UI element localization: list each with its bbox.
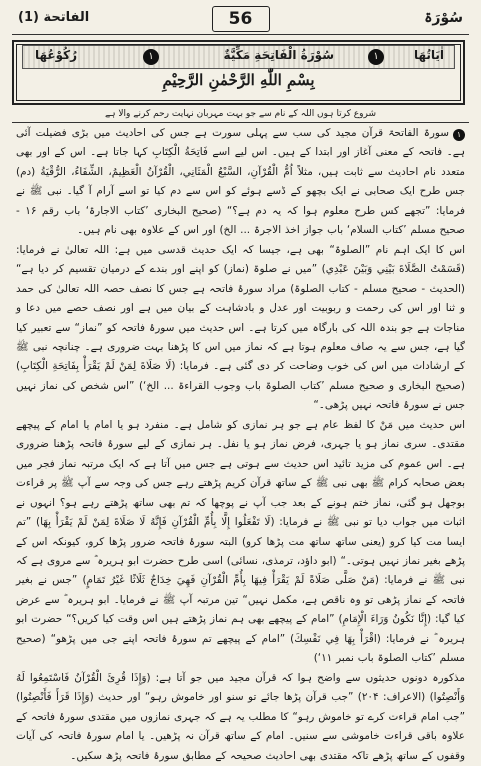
juz-running-label: الفاتحة (1) — [18, 10, 90, 25]
surah-running-label: سُوْرَۃ — [424, 10, 463, 26]
note-number-badge: ۱ — [453, 129, 465, 141]
commentary-paragraph-2: اس کا ایک اہم نام ”الصلوۃ“ بھی ہے، جیسا کہ ایک حدیث قدسی میں ہے: اللہ تعالیٰ نے فرمایا: (قَسَمْتُ الصَّلَاةَ بَيْنِي وَبَيْنَ عَبْدِي) ”میں نے صلوۃ (نماز) کو اپنے اور بندے کے درمیان تقسیم کر دیا ہے“ (الحدیث - صحیح مسلم - کتاب الصلوۃ) مراد سورۂ فاتحہ ہے جس کا نصف حصہ اللہ تعالیٰ کی حمد و ثنا اور اس کی رحمت و ربوبیت اور عدل و بادشاہت کے بیان میں ہے اور نصف حصے میں دعا و مناجات ہے جو بندہ اللہ کی بارگاہ میں کرتا ہے۔ اس حدیث میں سورۂ فاتحہ کو ”نماز“ سے تعبیر کیا گیا ہے، جس سے یہ صاف معلوم ہوتا ہے کہ نماز میں اس کا پڑھنا بہت ضروری ہے۔ چنانچہ نبی ﷺ کے ارشادات میں اس کی خوب وضاحت کر دی گئی ہے۔ فرمایا: (لَا صَلَاةَ لِمَنْ لَمْ يَقْرَأْ بِفَاتِحَةِ الْكِتَابِ) (صحیح البخاری و صحیح مسلم ’کتاب الصلوۃ باب وجوب القراءۃ ... الخ‘) ”اس شخص کی نماز نہیں جس نے سورۂ فاتحہ نہیں پڑھی۔“ — [16, 243, 465, 412]
page-number: 56 — [212, 6, 270, 32]
surah-title-frame — [12, 40, 465, 105]
ruku-count-badge: ۱ — [143, 49, 159, 65]
page-header — [16, 6, 465, 34]
ayat-count-badge: ۱ — [368, 49, 384, 65]
basmala-translation: شروع کرتا ہوں اللہ کے نام سے جو بہت مہربان نہایت رحم کرنے والا ہے — [12, 108, 469, 123]
commentary-paragraph-4: مذکورہ دونوں حدیثوں سے واضح ہوا کہ قرآن مجید میں جو آتا ہے: (وَإِذَا قُرِئَ الْقُرْآنُ فَاسْتَمِعُوا لَهُ وَأَنْصِتُوا) (الاعراف: ۲۰۴) ”جب قرآن پڑھا جائے تو سنو اور خاموش رہو“ اور حدیث (وَإِذَا قَرَأَ فَأَنْصِتُوا) ”جب امام قراءت کرے تو خاموش رہو“ کا مطلب یہ ہے کہ جہری نمازوں میں مقتدی سورۂ فاتحہ کے علاوہ باقی قراءت خاموشی سے سنیں۔ امام کے ساتھ قرآن نہ پڑھیں۔ یا امام سورۂ فاتحہ کی آیات وقفوں کے ساتھ پڑھے تاکہ مقتدی بھی احادیث صحیحہ کے مطابق سورۂ فاتحہ پڑھ سکیں۔ — [16, 671, 466, 762]
paragraph-text: سورۃ الفاتحۃ قرآن مجید کی سب سے پہلی سورت ہے جس کی احادیث میں بڑی فضیلت آئی ہے۔ فاتحہ کے معنی آغاز اور ابتدا کے ہیں۔ اس لیے اسے فَاتِحَةُ الْكِتَابِ کہا جاتا ہے۔ اس کے اور بھی متعدد نام احادیث سے ثابت ہیں، مثلاً اُمُّ الْقُرْآنِ، السَّبْعُ الْمَثَانِي، الْقُرْآنُ الْعَظِيمُ، الشِّفَاءُ، الرُّقْيَةُ (دم) جس طرح ایک صحابی نے ایک بچھو کے ڈسے ہوئے کو اس سے دم کیا تو اسے آرام آ گیا۔ نبی ﷺ نے فرمایا: ”تجھے کس طرح معلوم ہوا کہ یہ دم ہے؟“ (صحیح البخاری ’کتاب الاجارۃ‘ باب رقم ۱۶ - صحیح مسلم ’کتاب السلام‘ باب جواز اخذ الاجرۃ ... الخ) اور اس کے علاوہ بھی نام ہیں۔ — [16, 127, 465, 237]
surah-title-band — [22, 45, 455, 69]
commentary-paragraph-3: اس حدیث میں مَنْ کا لفظ عام ہے جو ہر نمازی کو شامل ہے۔ منفرد ہو یا امام یا امام کے پیچھے مقتدی۔ سری نماز ہو یا جہری، فرض نماز ہو یا نفل۔ ہر نمازی کے لیے سورۂ فاتحہ پڑھنا ضروری ہے۔ اس عموم کی مزید تائید اس حدیث سے ہوتی ہے جس میں آتا ہے کہ ایک مرتبہ نماز فجر میں بعض صحابہ کرام ﷺ بھی نبی ﷺ کے ساتھ قرآن کریم پڑھتے رہے جس کی وجہ سے آپ ﷺ پر قراءت بوجھل ہو گئی، نماز ختم ہونے کے بعد جب آپ نے پوچھا کہ تم بھی ساتھ پڑھتے رہے ہو؟ انہوں نے اثبات میں جواب دیا تو نبی ﷺ نے فرمایا: (لَا تَفْعَلُوا إِلَّا بِأُمِّ الْقُرْآنِ فَإِنَّهُ لَا صَلَاةَ لِمَنْ لَمْ يَقْرَأْ بِهَا) ”تم ایسا مت کیا کرو (یعنی ساتھ ساتھ مت پڑھا کرو) البتہ سورۂ فاتحہ ضرور پڑھا کرو، کیونکہ اس کے پڑھے بغیر نماز نہیں ہوتی۔“ (ابو داؤد، ترمذی، نسائی) اسی طرح حضرت ابو ہریرہ ؓ سے مروی ہے کہ نبی ﷺ نے فرمایا: (مَنْ صَلَّى صَلَاةً لَمْ يَقْرَأْ فِيهَا بِأُمِّ الْقُرْآنِ فَهِيَ خِدَاجٌ ثَلَاثًا غَيْرُ تَمَامٍ) ”جس نے بغیر فاتحہ کے نماز پڑھی تو وہ ناقص ہے، مکمل نہیں“ تین مرتبہ آپ ﷺ نے فرمایا۔ ابو ہریرہ ؓ سے عرض کیا گیا: (إِنَّا نَكُونُ وَرَاءَ الْإِمَامِ) ”امام کے پیچھے بھی ہم نماز پڑھتے ہیں اس وقت کیا کریں؟“ حضرت ابو ہریرہ ؓ نے فرمایا: (اقْرَأْ بِهَا فِي نَفْسِكَ) ”امام کے پیچھے تم سورۂ فاتحہ اپنے جی میں پڑھو“ (صحیح مسلم ’کتاب الصلوۃ باب نمبر ۱۱‘) — [16, 418, 465, 665]
commentary-body — [16, 124, 466, 762]
ayat-count-label: اٰيَاتُهَا — [413, 48, 444, 62]
commentary-paragraph-1 — [16, 124, 465, 241]
basmala: بِسْمِ اللّٰهِ الرَّحْمٰنِ الرَّحِيْمِ — [162, 71, 315, 89]
surah-name: سُوْرَةُ الْفَاتِحَةِ مَكِّيَّةٌ — [223, 48, 334, 62]
header-divider — [12, 34, 469, 35]
ruku-count-label: رُكُوْعُهَا — [35, 48, 78, 62]
